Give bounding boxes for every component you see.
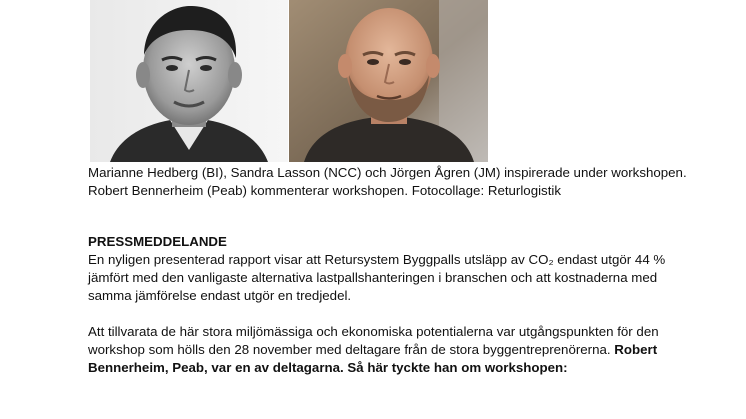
photo-caption: Marianne Hedberg (BI), Sandra Lasson (NCC) och Jörgen Ågren (JM) inspirerade under workshopen. Robert Bennerheim (Peab) kommenterar workshopen. Fotocollage: Returlogistik: [88, 165, 687, 199]
press-release-heading: PRESSMEDDELANDE: [88, 234, 227, 249]
body-paragraph-1: En nyligen presenterad rapport visar att Retursystem Byggpalls utsläpp av CO₂ endast utgör 44 % jämfört med den vanligaste alternativa lastpallshanteringen i branschen och att kostnaderna med samma jämförelse endast utgör en tredjedel.: [88, 252, 666, 304]
portrait-photo-right: [289, 0, 488, 162]
body-paragraph-2-bold: Robert Bennerheim, Peab, var en av deltagarna. Så här tyckte han om workshopen:: [88, 342, 658, 376]
body-paragraph-2: [88, 323, 688, 378]
body-paragraph-2-text: Att tillvarata de här stora miljömässiga och ekonomiska potentialerna var utgångspunkten för den workshop som hölls den 28 november med deltagare från de stora byggentreprenörerna.: [88, 324, 659, 358]
portrait-photo-left: [90, 0, 288, 162]
portrait-bw-illustration: [90, 0, 288, 162]
portrait-color-illustration: [289, 0, 488, 162]
